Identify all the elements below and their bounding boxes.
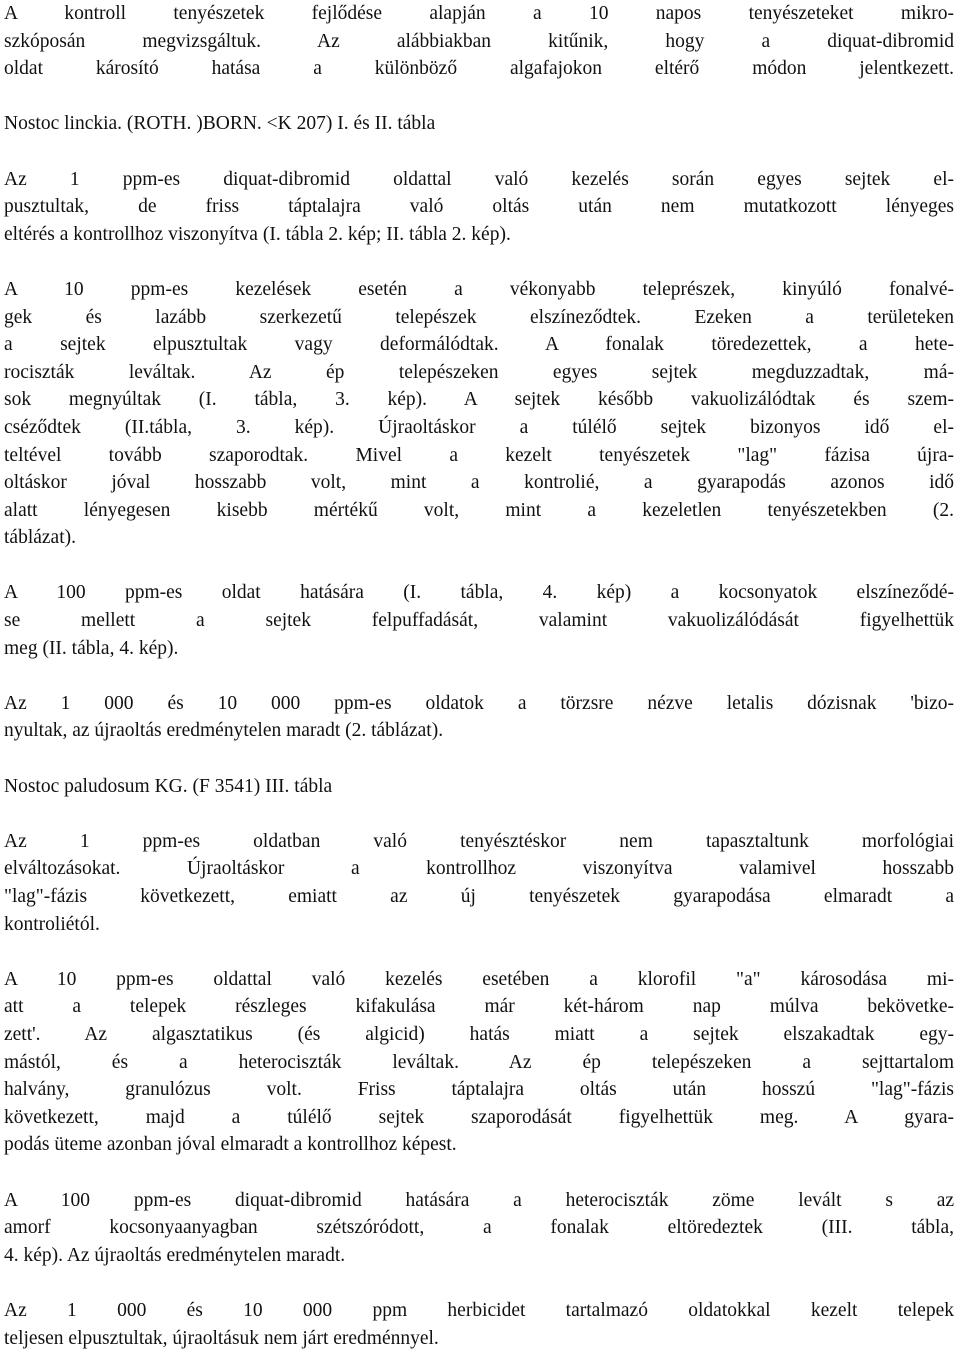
paragraph-gap: [4, 248, 954, 276]
text-line: podás üteme azonban jóval elmaradt a kontrollhoz képest.: [4, 1134, 457, 1156]
paragraph-gap: [4, 83, 954, 111]
paragraph-gap: [4, 552, 954, 580]
text-line: szkóposán megvizsgáltuk. Az alábbiakban kitűnik, hogy a diquat-dibromid: [4, 30, 954, 52]
text-line: rociszták leváltak. Az ép telepészeken egyes sejtek megduzzadtak, má-: [4, 361, 954, 383]
paragraph: [4, 166, 954, 249]
text-line: cséződtek (II.tábla, 3. kép). Újraoltáskor a túlélő sejtek bizonyos idő el-: [4, 416, 954, 438]
text-line: teltével tovább szaporodtak. Mivel a kezelt tenyészetek "lag" fázisa újra-: [4, 444, 954, 466]
text-line: A 100 ppm-es diquat-dibromid hatására a heterociszták zöme levált s az: [4, 1189, 954, 1211]
text-line: Nostoc linckia. (ROTH. )BORN. <K 207) I. és II. tábla: [4, 113, 436, 135]
text-line: teljesen elpusztultak, újraoltásuk nem járt eredménnyel.: [4, 1327, 439, 1349]
paragraph: [4, 690, 954, 745]
text-line: Az 1 000 és 10 000 ppm herbicidet tartalmazó oldatokkal kezelt telepek: [4, 1299, 954, 1321]
text-line: sok megnyúltak (I. tábla, 3. kép). A sejtek később vakuolizálódtak és szem-: [4, 389, 954, 411]
paragraph: [4, 276, 954, 552]
paragraph-gap: [4, 138, 954, 166]
text-line: gek és lazább szerkezetű telepészek elszíneződtek. Ezeken a területeken: [4, 306, 954, 328]
species-heading: [4, 110, 954, 138]
species-heading: [4, 773, 954, 801]
text-line: pusztultak, de friss táptalajra való oltás után nem mutatkozott lényeges: [4, 196, 954, 218]
text-line: A 10 ppm-es kezelések esetén a vékonyabb teleprészek, kinyúló fonalvé-: [4, 278, 954, 300]
text-line: meg (II. tábla, 4. kép).: [4, 637, 179, 659]
paragraph-gap: [4, 938, 954, 966]
paragraph: [4, 1187, 954, 1270]
paragraph: [4, 579, 954, 662]
text-line: következett, majd a túlélő sejtek szaporodását figyelhettük meg. A gyara-: [4, 1106, 954, 1128]
paragraph: [4, 828, 954, 938]
text-line: att a telepek részleges kifakulása már két-három nap múlva bekövetke-: [4, 996, 954, 1018]
paragraph: [4, 966, 954, 1159]
paragraph: [4, 0, 954, 83]
text-line: amorf kocsonyaanyagban szétszóródott, a fonalak eltöredeztek (III. tábla,: [4, 1217, 954, 1239]
text-line: a sejtek elpusztultak vagy deformálódtak. A fonalak töredezettek, a hete-: [4, 334, 954, 356]
text-line: 4. kép). Az újraoltás eredménytelen maradt.: [4, 1244, 346, 1266]
text-line: A 100 ppm-es oldat hatására (I. tábla, 4. kép) a kocsonyatok elszíneződé-: [4, 582, 954, 604]
document-page: [4, 0, 954, 1352]
text-line: se mellett a sejtek felpuffadását, valamint vakuolizálódását figyelhettük: [4, 610, 954, 632]
text-line: alatt lényegesen kisebb mértékű volt, mint a kezeletlen tenyészetekben (2.: [4, 499, 954, 521]
text-line: mástól, és a heterociszták leváltak. Az ép telepészeken a sejttartalom: [4, 1051, 954, 1073]
text-line: kontroliétól.: [4, 913, 100, 935]
paragraph-gap: [4, 800, 954, 828]
paragraph-gap: [4, 745, 954, 773]
paragraph-gap: [4, 1269, 954, 1297]
text-line: Az 1 ppm-es oldatban való tenyésztéskor nem tapasztaltunk morfológiai: [4, 830, 954, 852]
text-line: A kontroll tenyészetek fejlődése alapján a 10 napos tenyészeteket mikro-: [4, 3, 954, 24]
text-line: halvány, granulózus volt. Friss táptalajra oltás után hosszú "lag"-fázis: [4, 1079, 954, 1101]
paragraph-gap: [4, 662, 954, 690]
text-line: oldat károsító hatása a különböző algafajokon eltérő módon jelentkezett.: [4, 58, 954, 80]
text-line: Az 1 ppm-es diquat-dibromid oldattal való kezelés során egyes sejtek el-: [4, 168, 954, 190]
text-line: Az 1 000 és 10 000 ppm-es oldatok a törzsre nézve letalis dózisnak 'bizo-: [4, 692, 954, 714]
text-line: "lag"-fázis következett, emiatt az új tenyészetek gyarapodása elmaradt a: [4, 886, 954, 907]
text-line: A 10 ppm-es oldattal való kezelés esetében a klorofil "a" károsodása mi-: [4, 968, 954, 990]
text-line: eltérés a kontrollhoz viszonyítva (I. tábla 2. kép; II. tábla 2. kép).: [4, 223, 511, 245]
text-line: oltáskor jóval hosszabb volt, mint a kontrolié, a gyarapodás azonos idő: [4, 472, 954, 494]
text-line: zett'. Az algasztatikus (és algicid) hatás miatt a sejtek elszakadtak egy-: [4, 1023, 954, 1045]
text-line: elváltozásokat. Újraoltáskor a kontrollhoz viszonyítva valamivel hosszabb: [4, 858, 954, 880]
paragraph: [4, 1297, 954, 1352]
text-line: táblázat).: [4, 527, 76, 549]
paragraph-gap: [4, 1159, 954, 1187]
text-line: nyultak, az újraoltás eredménytelen maradt (2. táblázat).: [4, 720, 444, 742]
text-line: Nostoc paludosum KG. (F 3541) III. tábla: [4, 775, 333, 797]
